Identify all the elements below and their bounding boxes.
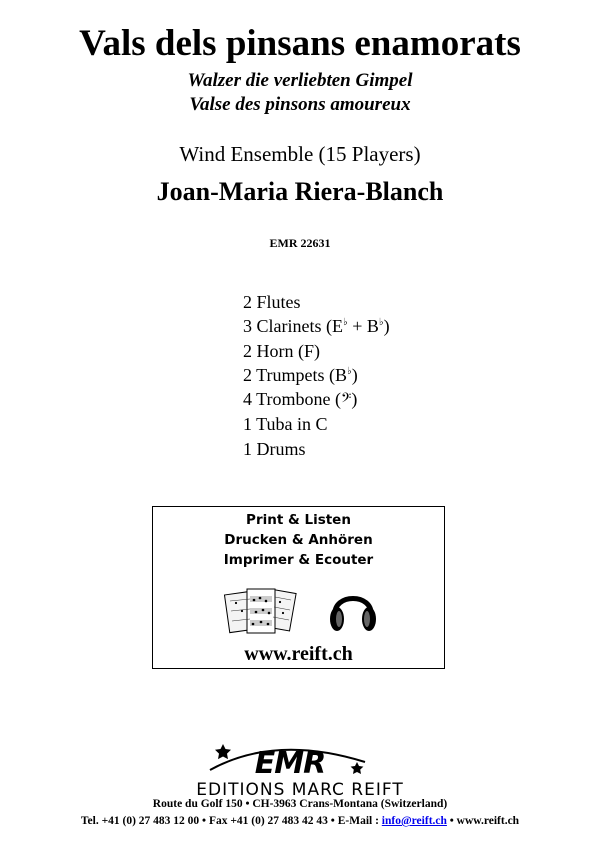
website-link[interactable]: www.reift.ch: [244, 643, 353, 665]
promo-line-de: Drucken & Anhören: [224, 532, 373, 548]
print-listen-box: [152, 506, 445, 669]
instrument-drums: 1 Drums: [243, 438, 306, 459]
flat-icon: ♭: [378, 317, 384, 329]
subtitle-french: Valse des pinsons amoureux: [189, 94, 411, 115]
instrument-clarinets: 3 Clarinets (E♭ + B♭): [243, 316, 390, 337]
flat-icon: ♭: [342, 317, 348, 329]
emr-logo: [205, 738, 375, 783]
catalog-number: EMR 22631: [269, 236, 331, 250]
publisher-name: EDITIONS MARC REIFT: [196, 780, 404, 800]
bass-clef-icon: 𝄢: [341, 390, 352, 410]
svg-text:EMR: EMR: [254, 746, 326, 781]
subtitle-german: Walzer die verliebten Gimpel: [187, 70, 413, 91]
ensemble-label: Wind Ensemble (15 Players): [179, 142, 421, 166]
instrument-horn: 2 Horn (F): [243, 340, 320, 361]
headphones-icon: [328, 583, 378, 639]
instrument-flutes: 2 Flutes: [243, 292, 301, 312]
promo-line-en: Print & Listen: [246, 512, 351, 528]
email-link[interactable]: info@reift.ch: [381, 815, 447, 827]
instrument-tuba: 1 Tuba in C: [243, 414, 328, 435]
publisher-address: Route du Golf 150 • CH-3963 Crans-Montana (Switzerland): [152, 798, 448, 810]
page-title: Vals dels pinsans enamorats: [79, 23, 521, 64]
instrumentation-list: [243, 290, 390, 461]
composer-name: Joan-Maria Riera-Blanch: [156, 177, 444, 206]
promo-line-fr: Imprimer & Ecouter: [223, 552, 374, 568]
instrument-trombone: 4 Trombone (𝄢): [243, 389, 358, 410]
flat-icon: ♭: [347, 365, 352, 377]
instrument-trumpets: 2 Trumpets (B♭): [243, 364, 358, 385]
sheet-music-icon: [223, 583, 301, 641]
publisher-contact: Tel. +41 (0) 27 483 12 00 • Fax +41 (0) 27 483 42 43 • E-Mail : info@reift.ch • www.reift.ch: [80, 815, 520, 827]
